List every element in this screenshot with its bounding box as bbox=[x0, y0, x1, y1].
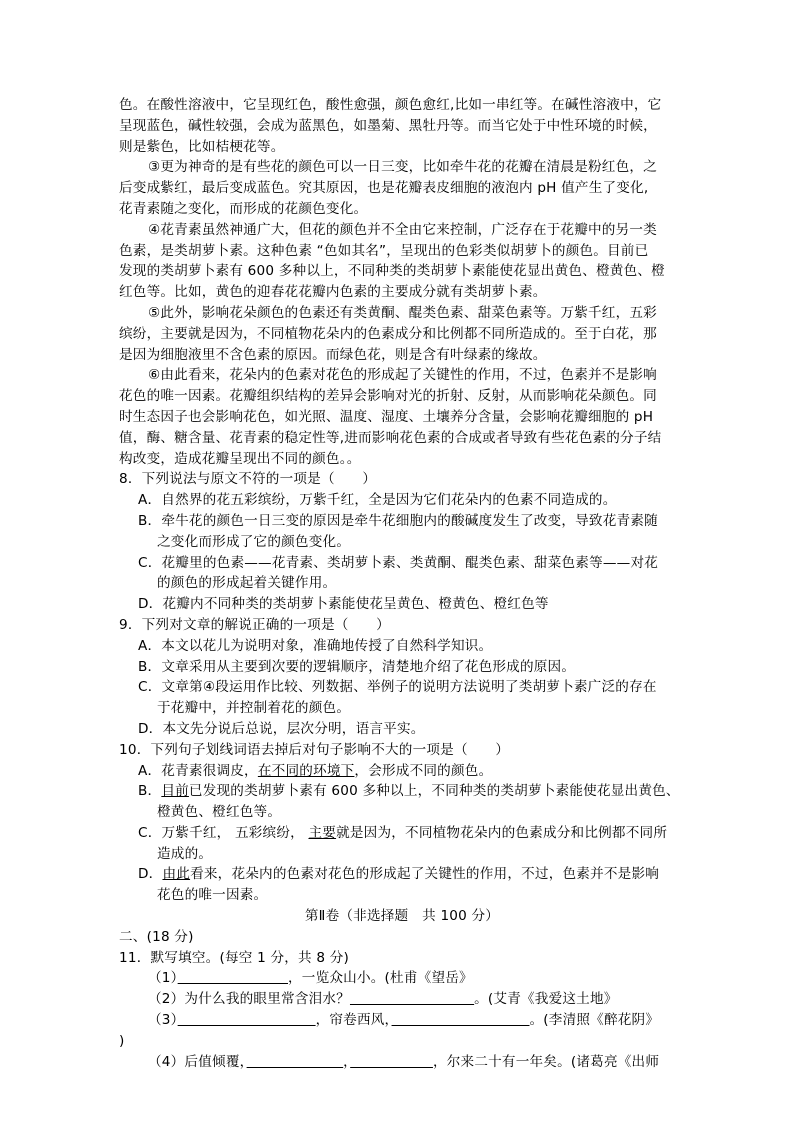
text: 色。在酸性溶液中，它呈现红色，酸性愈强，颜色愈红,比如一串红等。在碱性溶液中，它 bbox=[119, 97, 662, 113]
text: 看来，花朵内的色素对花色的形成起了关键性的作用，不过，色素并不是影响 bbox=[190, 866, 660, 883]
text: 已发现的类胡萝卜素有 600 多种以上，不同种类的类胡萝卜素能使花显出黄色、 bbox=[188, 783, 680, 800]
part-heading bbox=[119, 927, 699, 948]
q9-option-d bbox=[119, 719, 699, 740]
passage-line bbox=[119, 137, 699, 158]
text: 呈现蓝色，碱性较强，会成为蓝黑色，如墨菊、黑牡丹等。而当它处于中性环境的时候， bbox=[119, 117, 657, 134]
text: （2）为什么我的眼里常含泪水？ bbox=[148, 991, 350, 1008]
text: 花色的唯一因素。 bbox=[157, 887, 268, 904]
question-9-stem bbox=[119, 615, 699, 636]
question-10-stem bbox=[119, 740, 699, 761]
text: ，帘卷西风， bbox=[315, 1012, 392, 1029]
passage-line bbox=[119, 282, 699, 303]
text: 缤纷，主要就是因为，不同植物花朵内的色素成分和比例都不同所造成的。至于白花，那 bbox=[119, 325, 657, 342]
passage-line bbox=[119, 386, 699, 407]
paragraph-4 bbox=[119, 220, 699, 241]
q8-option-d bbox=[119, 594, 699, 615]
text: ) bbox=[119, 1032, 125, 1049]
passage-line bbox=[119, 241, 699, 262]
text: A．花青素很调皮， bbox=[138, 762, 258, 779]
underlined-text: 目前 bbox=[161, 783, 189, 800]
text: ⑥由此看来，花朵内的色素对花色的形成起了关键性的作用，不过，色素并不是影响 bbox=[148, 367, 657, 384]
text: 造成的。 bbox=[157, 845, 213, 862]
text: ，会形成不同的颜色。 bbox=[354, 762, 493, 779]
text: 8．下列说法与原文不符的一项是（ ） bbox=[119, 471, 377, 488]
paragraph-3 bbox=[119, 157, 699, 178]
q9-option-c bbox=[119, 677, 699, 698]
q8-option-b-cont bbox=[119, 532, 699, 553]
text: ，一览众山小。(杜甫《望岳》 bbox=[288, 970, 473, 987]
underlined-text bbox=[350, 991, 474, 1007]
passage-line bbox=[119, 449, 699, 470]
q11-item-3-cont bbox=[119, 1031, 699, 1052]
q8-option-c bbox=[119, 553, 699, 574]
q10-option-c-cont bbox=[119, 844, 699, 865]
text: 花青素随之变化，而形成的花颜色变化。 bbox=[119, 200, 368, 217]
text: 时生态因子也会影响花色，如光照、温度、湿度、土壤养分含量，会影响花瓣细胞的 pH bbox=[119, 408, 654, 425]
q10-option-d bbox=[119, 864, 699, 885]
text: A．本文以花儿为说明对象，准确地传授了自然科学知识。 bbox=[138, 637, 493, 654]
text: 橙黄色、橙红色等。 bbox=[157, 804, 282, 821]
text: C．文章第④段运用作比较、列数据、举例子的说明方法说明了类胡萝卜素广泛的存在 bbox=[138, 679, 657, 696]
underlined-text: 在不同的环境下 bbox=[257, 762, 355, 779]
q8-option-b bbox=[119, 511, 699, 532]
text: 于花瓣中，并控制着花的颜色。 bbox=[157, 700, 351, 717]
text: 11．默写填空。(每空 1 分，共 8 分) bbox=[119, 949, 350, 966]
text: ，尔来二十有一年矣。(诸葛亮《出师 bbox=[432, 1053, 660, 1070]
text: 9．下列对文章的解说正确的一项是（ ） bbox=[119, 616, 390, 633]
q11-item-1 bbox=[119, 968, 699, 989]
text: 后变成紫红，最后变成蓝色。究其原因，也是花瓣表皮细胞的液泡内 pH 值产生了变化, bbox=[119, 180, 649, 197]
passage-line bbox=[119, 345, 699, 366]
underlined-text bbox=[392, 1012, 530, 1028]
q11-item-2 bbox=[119, 989, 699, 1010]
text: 值，酶、糖含量、花青素的稳定性等,进而影响花色素的合成或者导致有些花色素的分子结 bbox=[119, 429, 662, 446]
text: 。(李清照《醉花阴》 bbox=[529, 1012, 660, 1029]
text: （3） bbox=[148, 1012, 178, 1029]
text: ⑤此外，影响花朵颜色的色素还有类黄酮、醌类色素、甜菜色素等。万紫千红，五彩 bbox=[148, 304, 657, 321]
passage-line bbox=[119, 407, 699, 428]
underlined-text: 由此 bbox=[162, 866, 191, 883]
exam-document bbox=[119, 95, 699, 1072]
q10-option-b bbox=[119, 781, 699, 802]
text: 构改变，造成花瓣呈现出不同的颜色。。 bbox=[119, 450, 361, 467]
question-8-stem bbox=[119, 469, 699, 490]
underlined-text: 主要 bbox=[308, 824, 337, 841]
text: 之变化而形成了它的颜色变化。 bbox=[157, 533, 351, 550]
passage-line bbox=[119, 261, 699, 282]
passage-line bbox=[119, 178, 699, 199]
passage-line bbox=[119, 116, 699, 137]
text: B．牵牛花的颜色一日三变的原因是牵牛花细胞内的酸碱度发生了改变，导致花青素随 bbox=[138, 512, 658, 529]
text: 第Ⅱ卷（非选择题 共 100 分） bbox=[304, 908, 500, 925]
text: C．花瓣里的色素——花青素、类胡萝卜素、类黄酮、醌类色素、甜菜色素等——对花 bbox=[138, 554, 659, 571]
question-11-stem bbox=[119, 948, 699, 969]
text: D． bbox=[138, 866, 163, 883]
text: （4）后值倾覆， bbox=[148, 1053, 247, 1070]
q11-item-4 bbox=[119, 1052, 699, 1073]
q10-option-c bbox=[119, 823, 699, 844]
text: 则是紫色，比如桔梗花等。 bbox=[119, 138, 285, 155]
text: B．文章采用从主要到次要的逻辑顺序，清楚地介绍了花色形成的原因。 bbox=[138, 658, 576, 675]
passage-line bbox=[119, 428, 699, 449]
text: ③更为神奇的是有些花的颜色可以一日三变，比如牵牛花的花瓣在清晨是粉红色，之 bbox=[148, 159, 657, 176]
text: 就是因为，不同植物花朵内的色素成分和比例都不同所 bbox=[336, 824, 668, 841]
q10-option-d-cont bbox=[119, 885, 699, 906]
underlined-text bbox=[247, 1054, 344, 1070]
text: B． bbox=[138, 783, 162, 800]
underlined-text bbox=[178, 1012, 316, 1028]
text: 花色的唯一因素。花瓣组织结构的差异会影响对光的折射、反射，从而影响花朵颜色。同 bbox=[119, 388, 657, 405]
passage-line bbox=[119, 199, 699, 220]
text: 色素，是类胡萝卜素。这种色素 “色如其名”，呈现出的色彩类似胡萝卜的颜色。目前已 bbox=[119, 242, 649, 259]
text: ， bbox=[343, 1053, 351, 1070]
text: D．花瓣内不同种类的类胡萝卜素能使花呈黄色、橙黄色、橙红色等 bbox=[138, 596, 549, 613]
q9-option-b bbox=[119, 657, 699, 678]
text: 二、(18 分) bbox=[119, 928, 194, 945]
underlined-text bbox=[350, 1054, 433, 1070]
text: C．万紫千红， 五彩缤纷， bbox=[138, 824, 309, 841]
text: A．自然界的花五彩缤纷，万紫千红，全是因为它们花朵内的色素不同造成的。 bbox=[138, 492, 617, 509]
text: 10．下列句子划线词语去掉后对句子影响不大的一项是（ ） bbox=[119, 741, 510, 758]
section-title bbox=[119, 906, 685, 927]
text: 。(艾青《我爱这土地》 bbox=[474, 991, 618, 1008]
passage-line bbox=[119, 95, 699, 116]
text: （1） bbox=[148, 970, 178, 987]
text: ④花青素虽然神通广大，但花的颜色并不全由它来控制，广泛存在于花瓣中的另一类 bbox=[148, 221, 657, 238]
passage-line bbox=[119, 324, 699, 345]
q8-option-a bbox=[119, 490, 699, 511]
text: 是因为细胞液里不含色素的原因。而绿色花，则是含有叶绿素的缘故。 bbox=[119, 346, 547, 363]
q9-option-a bbox=[119, 636, 699, 657]
q10-option-a bbox=[119, 761, 699, 782]
paragraph-6 bbox=[119, 365, 699, 386]
q9-option-c-cont bbox=[119, 698, 699, 719]
paragraph-5 bbox=[119, 303, 699, 324]
text: 的颜色的形成起着关键作用。 bbox=[157, 575, 337, 592]
text: 发现的类胡萝卜素有 600 多种以上，不同种类的类胡萝卜素能使花显出黄色、橙黄色、橙 bbox=[119, 263, 665, 280]
q10-option-b-cont bbox=[119, 802, 699, 823]
text: D．本文先分说后总说，层次分明，语言平实。 bbox=[138, 720, 425, 737]
q11-item-3 bbox=[119, 1010, 699, 1031]
underlined-text bbox=[178, 970, 288, 986]
q8-option-c-cont bbox=[119, 573, 699, 594]
text: 红色等。比如，黄色的迎春花花瓣内色素的主要成分就有类胡萝卜素。 bbox=[119, 284, 547, 301]
